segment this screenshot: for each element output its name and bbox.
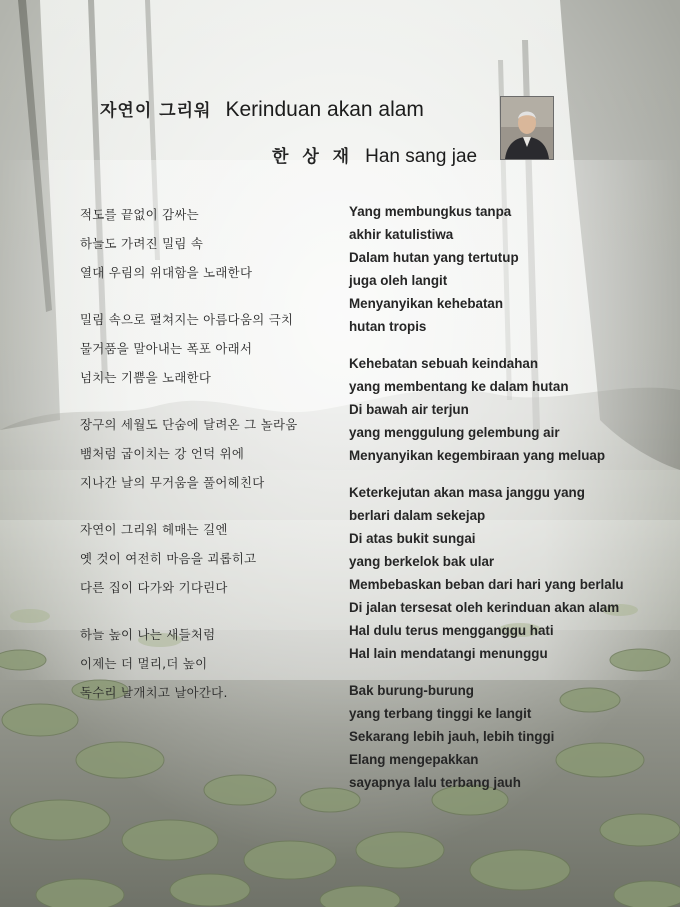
- korean-line: 물거품을 말아내는 폭포 아래서: [80, 341, 253, 356]
- indonesian-line: akhir katulistiwa: [349, 227, 454, 242]
- indonesian-line: Menyanyikan kehebatan: [349, 296, 504, 311]
- korean-stanza: [80, 410, 340, 497]
- korean-line: 이제는 더 멀리,더 높이: [80, 656, 208, 671]
- indonesian-stanza: [349, 352, 664, 467]
- indonesian-line: sayapnya lalu terbang jauh: [349, 775, 521, 790]
- korean-stanza: [80, 305, 340, 392]
- author-portrait-photo: [500, 96, 554, 160]
- poem-indonesian-column: [349, 200, 664, 808]
- indonesian-line: Membebaskan beban dari hari yang berlalu: [349, 577, 624, 592]
- indonesian-line: yang menggulung gelembung air: [349, 425, 560, 440]
- indonesian-line: juga oleh langit: [349, 273, 448, 288]
- korean-line: 뱀처럼 굽이치는 강 언덕 위에: [80, 446, 245, 461]
- title-korean: 자연이 그리워: [100, 101, 212, 121]
- poem-korean-column: [80, 200, 340, 725]
- indonesian-stanza: [349, 200, 664, 338]
- indonesian-line: Yang membungkus tanpa: [349, 204, 512, 219]
- korean-line: 지나간 날의 무거움을 풀어헤친다: [80, 475, 265, 490]
- author-line: [272, 142, 477, 168]
- indonesian-line: Di atas bukit sungai: [349, 531, 476, 546]
- korean-line: 밀림 속으로 펼쳐지는 아름다움의 극치: [80, 312, 294, 327]
- indonesian-line: yang terbang tinggi ke langit: [349, 706, 532, 721]
- title-indonesian: Kerinduan akan alam: [225, 98, 424, 121]
- indonesian-line: Di jalan tersesat oleh kerinduan akan alam: [349, 600, 620, 615]
- indonesian-line: berlari dalam sekejap: [349, 508, 486, 523]
- korean-line: 열대 우림의 위대함을 노래한다: [80, 265, 253, 280]
- indonesian-line: hutan tropis: [349, 319, 427, 334]
- indonesian-line: yang berkelok bak ular: [349, 554, 495, 569]
- korean-line: 하늘도 가려진 밀림 속: [80, 236, 204, 251]
- indonesian-line: Hal lain mendatangi menunggu: [349, 646, 548, 661]
- indonesian-line: Menyanyikan kegembiraan yang meluap: [349, 448, 606, 463]
- indonesian-line: Elang mengepakkan: [349, 752, 479, 767]
- author-latin: Han sang jae: [365, 146, 478, 167]
- korean-line: 옛 것이 여전히 마음을 괴롭히고: [80, 551, 257, 566]
- indonesian-line: Dalam hutan yang tertutup: [349, 250, 519, 265]
- indonesian-line: Keterkejutan akan masa janggu yang: [349, 485, 585, 500]
- indonesian-line: Sekarang lebih jauh, lebih tinggi: [349, 729, 555, 744]
- indonesian-stanza: [349, 679, 664, 794]
- indonesian-line: Bak burung-burung: [349, 683, 474, 698]
- korean-stanza: [80, 200, 340, 287]
- indonesian-stanza: [349, 481, 664, 665]
- indonesian-line: Kehebatan sebuah keindahan: [349, 356, 539, 371]
- indonesian-line: Di bawah air terjun: [349, 402, 469, 417]
- korean-line: 자연이 그리워 헤매는 길엔: [80, 522, 228, 537]
- korean-line: 장구의 세월도 단숨에 달려온 그 놀라움: [80, 417, 298, 432]
- indonesian-line: Hal dulu terus mengganggu hati: [349, 623, 554, 638]
- korean-line: 독수리 날개치고 날아간다.: [80, 685, 228, 700]
- korean-line: 적도를 끝없이 감싸는: [80, 207, 199, 222]
- korean-stanza: [80, 515, 340, 602]
- korean-line: 넘치는 기쁨을 노래한다: [80, 370, 212, 385]
- author-korean: 한 상 재: [272, 147, 354, 167]
- indonesian-line: yang membentang ke dalam hutan: [349, 379, 569, 394]
- poem-title: [100, 96, 424, 132]
- korean-stanza: [80, 620, 340, 707]
- korean-line: 다른 집이 다가와 기다린다: [80, 580, 228, 595]
- korean-line: 하늘 높이 나는 새들처럼: [80, 627, 216, 642]
